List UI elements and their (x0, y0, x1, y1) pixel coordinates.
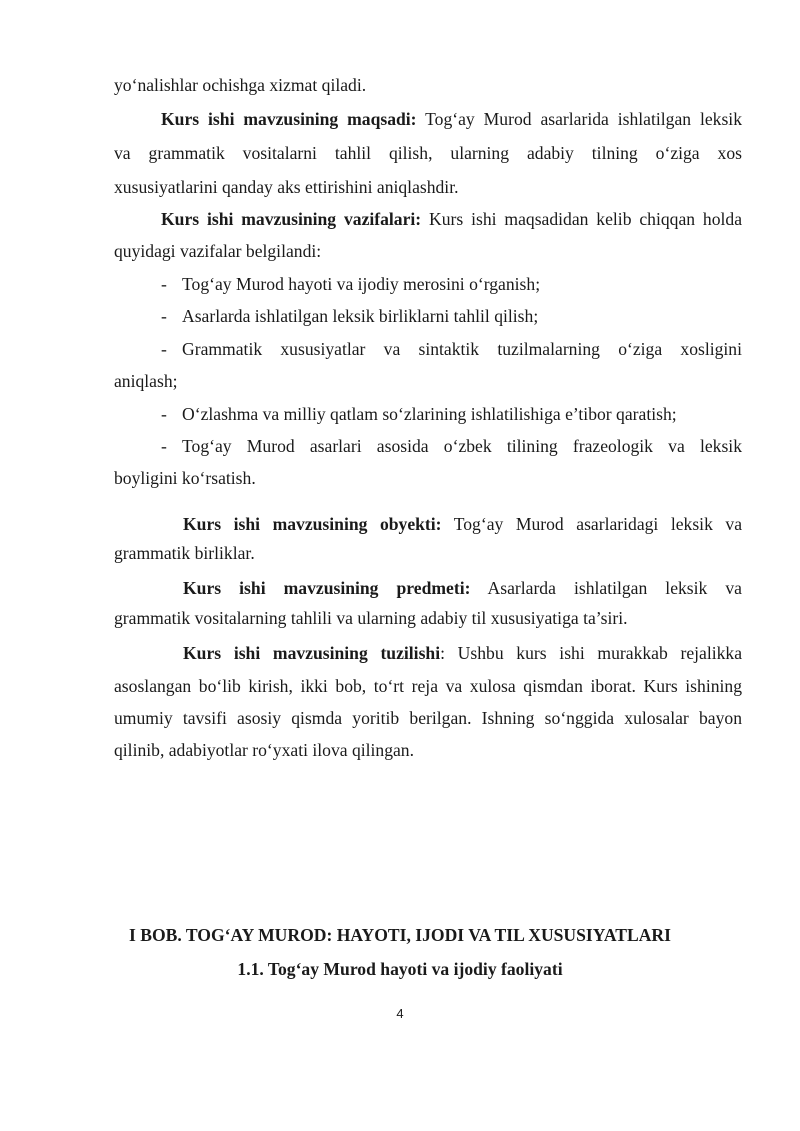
page-number: 4 (396, 1006, 404, 1021)
paragraph-line: grammatik vositalarning tahlili va ularning adabiy til xususiyatiga ta’siri. (114, 608, 628, 628)
dash-marker: - (161, 339, 167, 359)
section-title: 1.1. Tog‘ay Murod hayoti va ijodiy faoliyati (237, 959, 563, 979)
list-item-text: Tog‘ay Murod asarlari asosida o‘zbek tilining frazeologik va leksik (182, 436, 742, 456)
paragraph-line: yo‘nalishlar ochishga xizmat qiladi. (114, 75, 367, 95)
paragraph-line: xususiyatlarini qanday aks ettirishini aniqlashdir. (114, 177, 459, 197)
structure-line (183, 641, 742, 665)
list-item (161, 272, 742, 296)
tasks-label: Kurs ishi mavzusining vazifalari: (161, 209, 422, 229)
paragraph-line: umumiy tavsifi asosiy qismda yoritib berilgan. Ishning so‘nggida xulosalar bayon (114, 708, 742, 728)
subject-text: Asarlarda ishlatilgan leksik va (470, 578, 742, 598)
aim-text: Tog‘ay Murod asarlarida ishlatilgan leksik (416, 109, 742, 129)
list-item-continuation: aniqlash; (114, 371, 178, 391)
paragraph-line: asoslangan bo‘lib kirish, ikki bob, to‘rt reja va xulosa qismdan iborat. Kurs ishining (114, 676, 742, 696)
list-item (161, 337, 742, 361)
list-item (161, 304, 742, 328)
dash-marker: - (161, 274, 167, 294)
aim-label: Kurs ishi mavzusining maqsadi: (161, 109, 417, 129)
list-item-text: Tog‘ay Murod hayoti va ijodiy merosini o‘rganish; (182, 274, 541, 294)
subject-label: Kurs ishi mavzusining predmeti: (183, 578, 471, 598)
structure-label: Kurs ishi mavzusining tuzilishi (183, 643, 441, 663)
list-item-text: Asarlarda ishlatilgan leksik birliklarni tahlil qilish; (182, 306, 539, 326)
list-item-continuation: boyligini ko‘rsatish. (114, 468, 256, 488)
list-item-text: O‘zlashma va milliy qatlam so‘zlarining ishlatilishiga e’tibor qaratish; (182, 404, 677, 424)
chapter-title: I BOB. TOG‘AY MUROD: HAYOTI, IJODI VA TIL XUSUSIYATLARI (129, 925, 671, 945)
dash-marker: - (161, 436, 167, 456)
tasks-line (161, 207, 742, 231)
tasks-text: Kurs ishi maqsadidan kelib chiqqan holda (421, 209, 743, 229)
dash-marker: - (161, 306, 167, 326)
structure-text: : Ushbu kurs ishi murakkab rejalikka (440, 643, 743, 663)
object-line (183, 512, 742, 536)
subject-line (183, 576, 742, 600)
object-label: Kurs ishi mavzusining obyekti: (183, 514, 442, 534)
object-text: Tog‘ay Murod asarlaridagi leksik va (441, 514, 742, 534)
aim-line (161, 107, 742, 131)
paragraph-line: grammatik birliklar. (114, 543, 255, 563)
paragraph-line: qilinib, adabiyotlar ro‘yxati ilova qilingan. (114, 740, 415, 760)
list-item-text: Grammatik xususiyatlar va sintaktik tuzilmalarning o‘ziga xosligini (182, 339, 742, 359)
list-item (161, 402, 742, 426)
paragraph-line: va grammatik vositalarni tahlil qilish, ularning adabiy tilning o‘ziga xos (114, 143, 742, 163)
dash-marker: - (161, 404, 167, 424)
list-item (161, 434, 742, 458)
paragraph-line: quyidagi vazifalar belgilandi: (114, 241, 322, 261)
